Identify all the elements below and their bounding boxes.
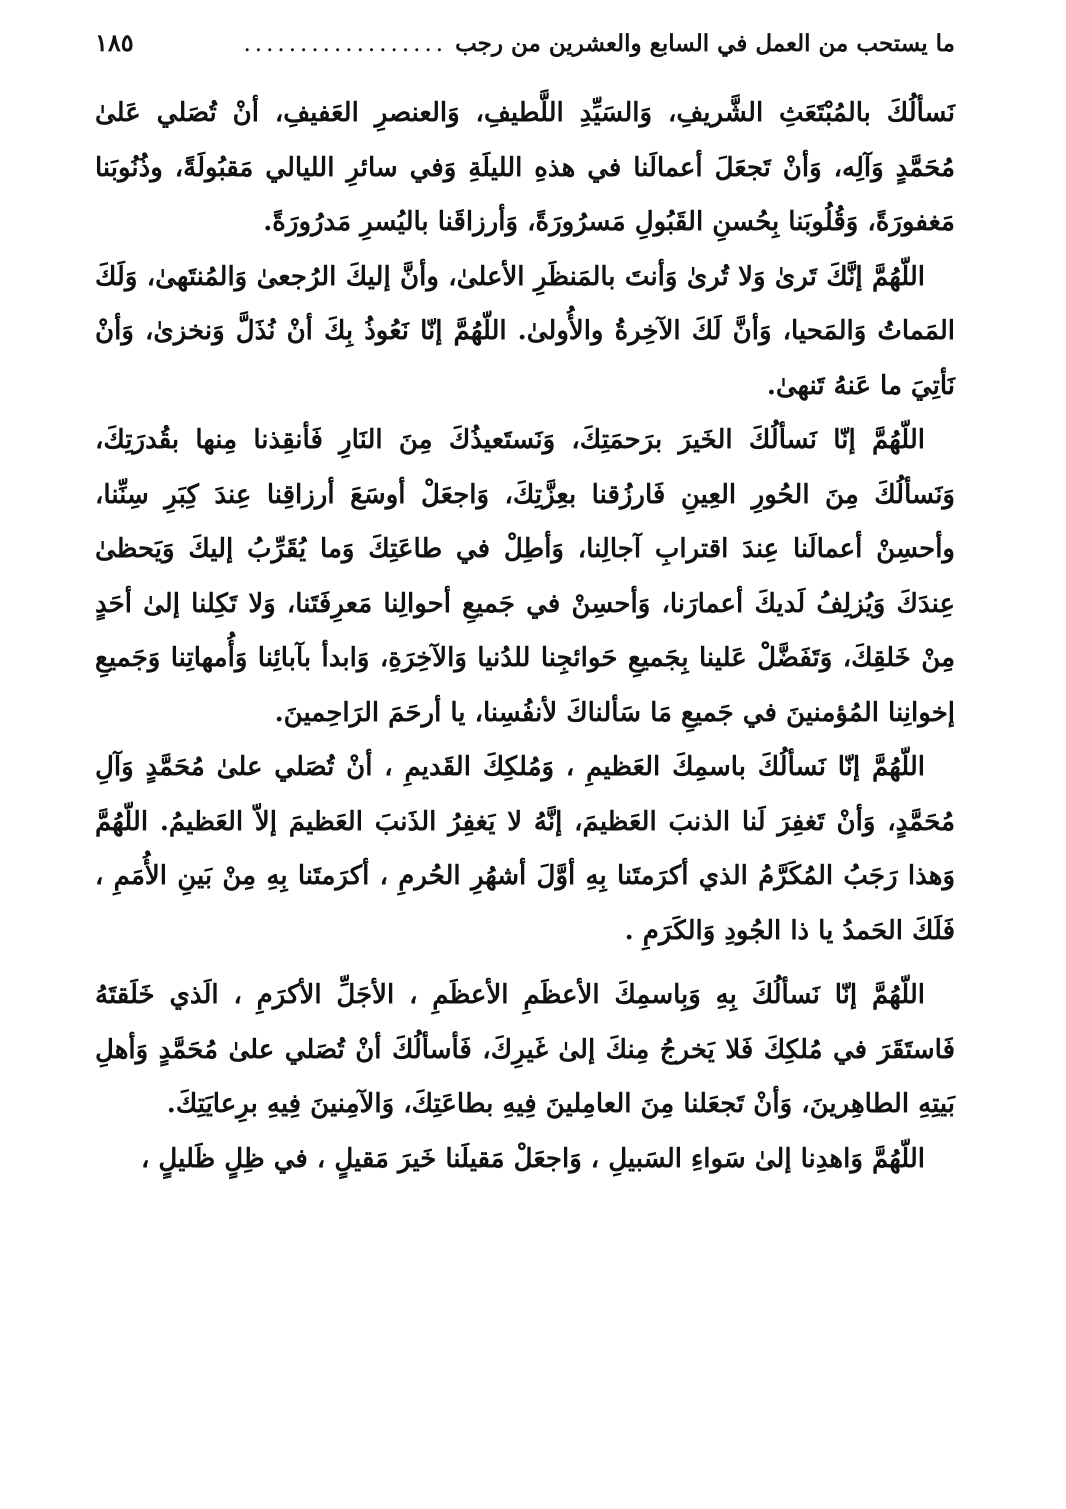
book-page: [95, 28, 955, 1488]
header-title: ما يستحب من العمل في السابع والعشرين من رجب: [455, 30, 955, 57]
paragraph-2: اللّهُمَّ إنَّكَ تَرىٰ وَلا تُرىٰ وَأنتَ بالمَنظَرِ الأعلىٰ، وأنَّ إليكَ الرُجعىٰ وَالمُنتَهىٰ، وَلَكَ المَماتُ وَالمَحيا، وَأنَّ لَكَ الآخِرةُ والأُولىٰ. اللّهُمَّ إنّا نَعُوذُ بِكَ أنْ نُذَلَّ وَنخزىٰ، وَأنْ نَأتِيَ ما عَنهُ تَنهىٰ.: [95, 261, 955, 401]
header-dot-leader: ..................: [243, 31, 448, 57]
paragraph-5: اللّهُمَّ إنّا نَسألُكَ بِهِ وَبِاسمِكَ الأعظَمِ الأعظَمِ ، الأجَلِّ الأكرَمِ ، الَذي خَلَقتَهُ فَاستَقَرَ في مُلكِكَ فَلا يَخرجُ مِنكَ إلىٰ غَيرِكَ، فَأسألُكَ أنْ تُصَلي علىٰ مُحَمَّدٍ وَأهلِ بَيتِهِ الطاهِرينَ، وَأنْ تَجعَلنا مِنَ العامِلينَ فِيهِ بطاعَتِكَ، وَالآمِنينَ فِيهِ برِعايَتِكَ.: [95, 980, 955, 1119]
page-number: ١٨٥: [95, 28, 134, 57]
paragraph-6: اللّهُمَّ وَاهدِنا إلىٰ سَواءِ السَبيلِ ، وَاجعَلْ مَقيلَنا خَيرَ مَقيلٍ ، في ظِلٍ ظَليلٍ ،: [140, 1143, 925, 1174]
prayer-text: [95, 86, 955, 1186]
running-header: [95, 28, 955, 80]
paragraph-1: نَسألُكَ بالمُبْتَعَثِ الشَّريفِ، وَالسَيِّدِ اللَّطيفِ، وَالعنصرِ العَفيفِ، أنْ تُصَلي عَلىٰ مُحَمَّدٍ وَآلِه، وَأنْ تَجعَلَ أعمالَنا في هذهِ الليلَةِ وَفي سائرِ الليالي مَقبُولَةً، وذُنُوبَنا مَغفورَةً، وَقُلُوبَنا بِحُسنِ القَبُولِ مَسرُورَةً، وَأرزاقَنا باليُسرِ مَدرُورَةً.: [95, 98, 955, 237]
paragraph-4: اللّهُمَّ إنّا نَسألُكَ باسمِكَ العَظيمِ ، وَمُلكِكَ القَديمِ ، أنْ تُصَلي علىٰ مُحَمَّدٍ وَآلِ مُحَمَّدٍ، وَأنْ تَغفِرَ لَنا الذنبَ العَظيمَ، إنَّهُ لا يَغفِرُ الذَنبَ العَظيمَ إلاّ العَظيمُ. اللّهُمَّ وَهذا رَجَبُ المُكَرَّمُ الذي أكرَمتَنا بِهِ أوَّلَ أشهُرِ الحُرمِ ، أكرَمتَنا بِهِ مِنْ بَينِ الأُمَمِ ، فَلَكَ الحَمدُ يا ذا الجُودِ وَالكَرَمِ .: [95, 752, 955, 946]
paragraph-3: اللّهُمَّ إنّا نَسألُكَ الخَيرَ برَحمَتِكَ، وَنَستَعيذُكَ مِنَ النَارِ فَأنقِذنا مِنها بقُدرَتِكَ، وَنَسألُكَ مِنَ الحُورِ العِينِ فَارزُقنا بعِزَّتِكَ، وَاجعَلْ أوسَعَ أرزاقِنا عِندَ كِبَرِ سِنِّنا، وأحسِنْ أعمالَنا عِندَ اقترابِ آجالِنا، وَأطِلْ في طاعَتِكَ وَما يُقَرِّبُ إليكَ وَيَحظىٰ عِندَكَ وَيُزلِفُ لَديكَ أعمارَنا، وَأحسِنْ في جَميعِ أحوالِنا مَعرِفَتَنا، وَلا تَكِلنا إلىٰ أحَدٍ مِنْ خَلقِكَ، وَتَفَضَّلْ عَلينا بِجَميعِ حَوائجِنا للدُنيا وَالآخِرَةِ، وَابدأ بآبائِنا وَأُمهاتِنا وَجَميعِ إخوانِنا المُؤمنينَ في جَميعِ مَا سَألناكَ لأنفُسِنا، يا أرحَمَ الرَاحِمينَ.: [95, 425, 955, 728]
